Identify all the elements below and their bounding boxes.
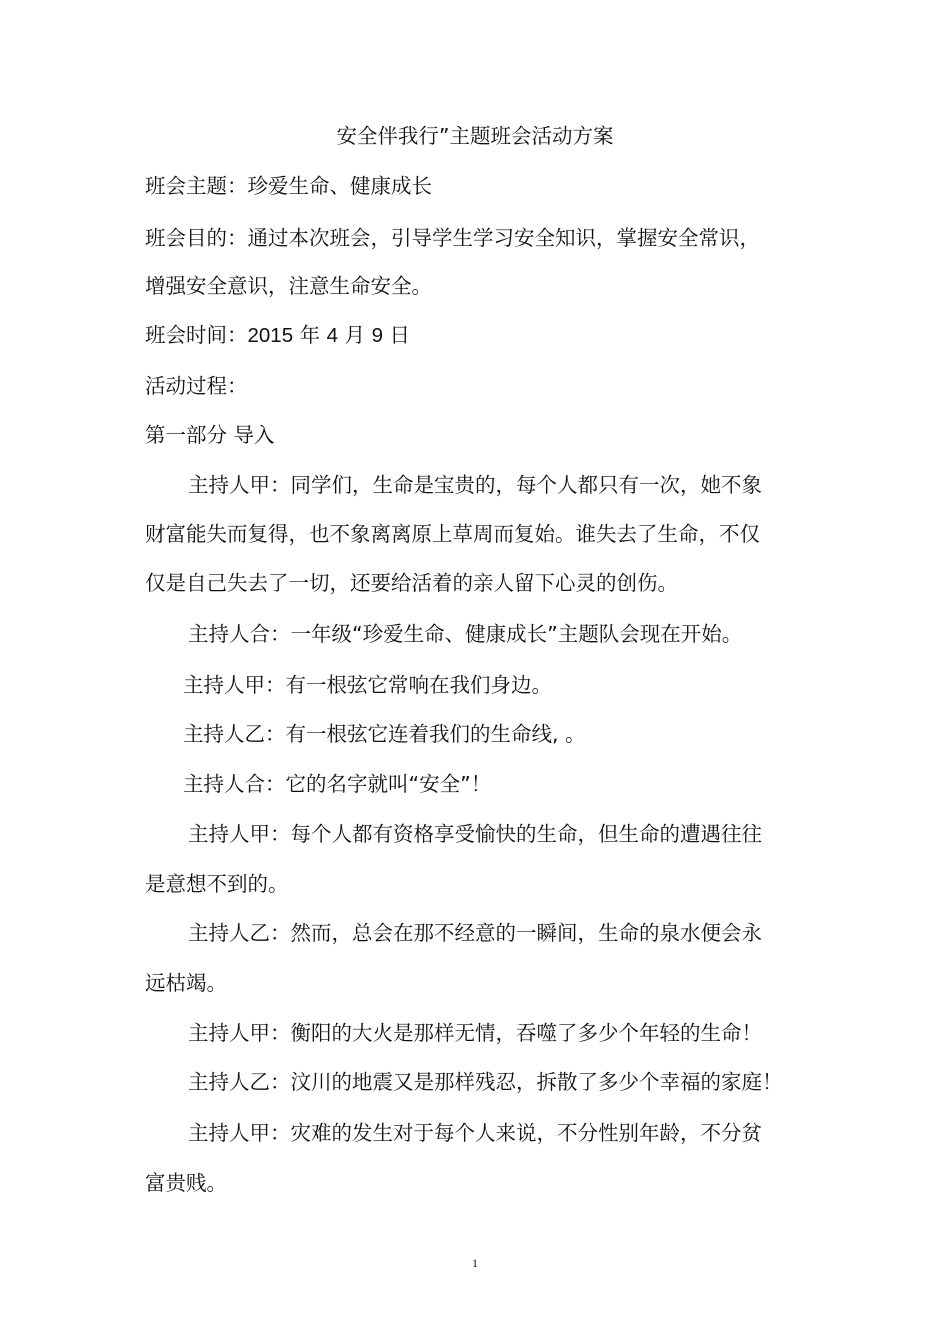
paragraph-line: 是意想不到的。 <box>145 872 289 896</box>
part-one-heading: 第一部分 导入 <box>145 423 275 447</box>
time-day: 9 <box>371 324 384 347</box>
time-year-unit: 年 <box>293 323 327 347</box>
paragraph-line: 主持人合：一年级“珍爱生命、健康成长”主题队会现在开始。 <box>188 622 743 646</box>
time-line <box>145 322 410 349</box>
paragraph-line: 主持人甲：有一根弦它常响在我们身边。 <box>183 673 552 697</box>
purpose-line-1: 班会目的：通过本次班会，引导学生学习安全知识，掌握安全常识， <box>145 226 760 250</box>
paragraph-line: 主持人乙：汶川的地震又是那样残忍，拆散了多少个幸福的家庭！ <box>188 1070 783 1094</box>
paragraph-line: 主持人甲：每个人都有资格享受愉快的生命，但生命的遭遇往往 <box>188 822 762 846</box>
paragraph-line: 财富能失而复得，也不象离离原上草周而复始。谁失去了生命，不仅 <box>145 522 760 546</box>
paragraph-line: 富贵贱。 <box>145 1171 227 1195</box>
theme-line: 班会主题：珍爱生命、健康成长 <box>145 174 432 198</box>
paragraph-line: 主持人甲：衡阳的大火是那样无情，吞噬了多少个年轻的生命！ <box>188 1021 762 1045</box>
time-month: 4 <box>326 324 339 347</box>
time-day-unit: 日 <box>383 323 411 347</box>
time-year: 2015 <box>247 324 294 347</box>
purpose-line-2: 增强安全意识，注意生命安全。 <box>145 274 432 298</box>
document-title: 安全伴我行”主题班会活动方案 <box>336 124 614 148</box>
page-number: 1 <box>472 1256 478 1270</box>
paragraph-line: 仅是自己失去了一切，还要给活着的亲人留下心灵的创伤。 <box>145 571 678 595</box>
paragraph-line: 主持人甲：同学们，生命是宝贵的，每个人都只有一次，她不象 <box>188 473 762 497</box>
time-label: 班会时间： <box>145 323 248 347</box>
paragraph-line: 远枯竭。 <box>145 971 227 995</box>
process-label: 活动过程： <box>145 374 248 398</box>
paragraph-line: 主持人甲：灾难的发生对于每个人来说，不分性别年龄，不分贫 <box>188 1121 762 1145</box>
paragraph-line: 主持人乙：有一根弦它连着我们的生命线, 。 <box>183 722 586 746</box>
paragraph-line: 主持人合：它的名字就叫“安全”！ <box>183 772 492 796</box>
paragraph-line: 主持人乙：然而，总会在那不经意的一瞬间，生命的泉水便会永 <box>188 921 762 945</box>
time-month-unit: 月 <box>338 323 372 347</box>
